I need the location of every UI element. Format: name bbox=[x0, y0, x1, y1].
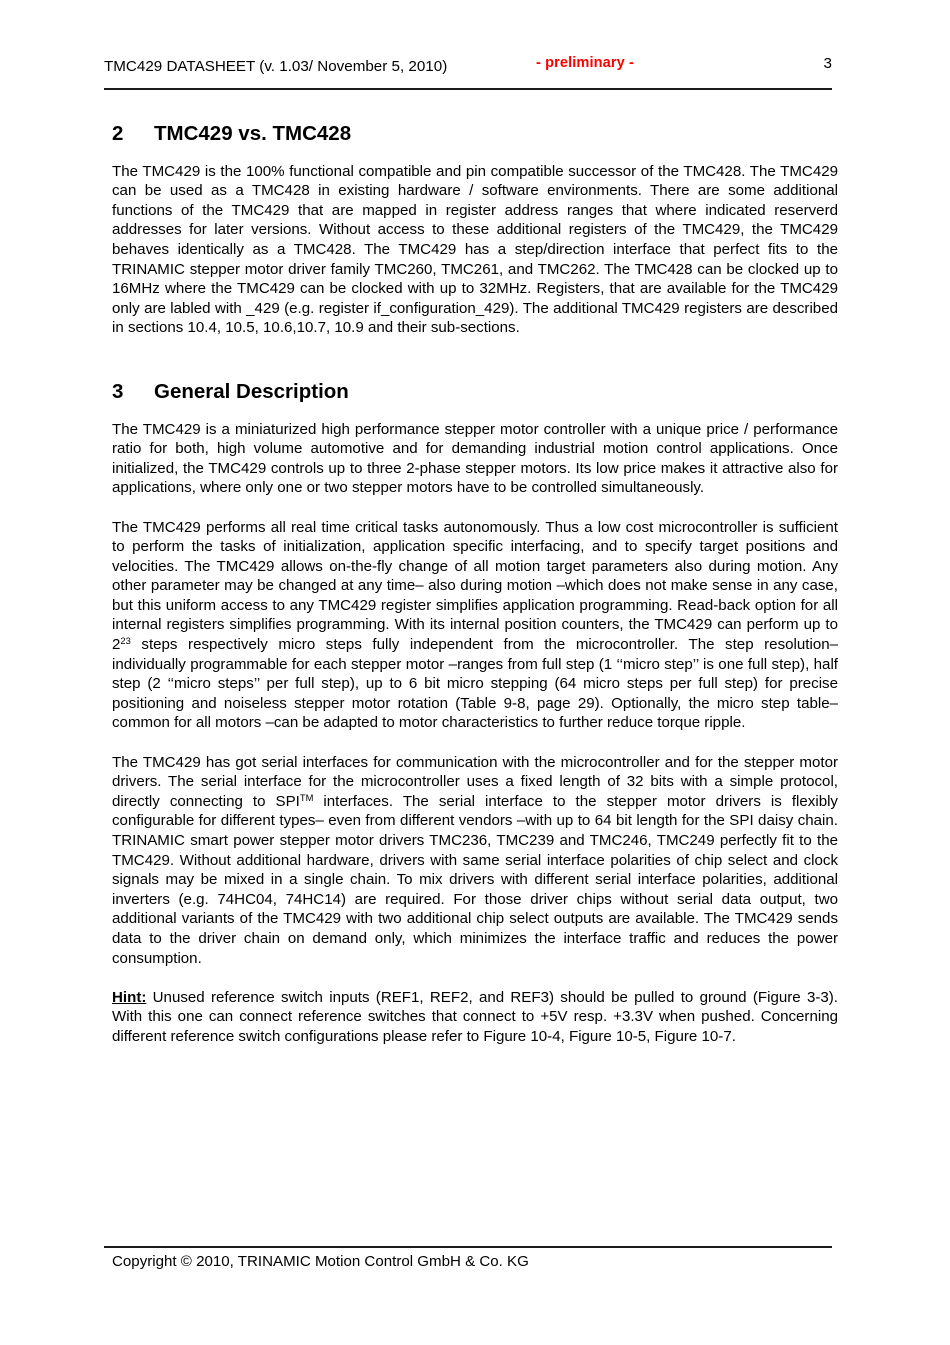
header-status-badge: - preliminary - bbox=[536, 55, 635, 71]
hint-label: Hint: bbox=[112, 988, 147, 1006]
paragraph-3-2 bbox=[112, 518, 838, 734]
hint-text: Unused reference switch inputs (REF1, REF2, and REF3) should be pulled to ground (Figure 3-3). With this one can connect reference switches that connect to +5V resp. +3.3V when pushed. Concerning different reference switch configurations please refer to Figure 10-4, Figure 10-5, Figure 10-7. bbox=[112, 988, 838, 1045]
page-header bbox=[104, 54, 832, 80]
header-divider bbox=[104, 88, 832, 90]
paragraph-2-1: The TMC429 is the 100% functional compatible and pin compatible successor of the TMC428. The TMC429 can be used as a TMC428 in existing hardware / software environments. There are some additional functions of the TMC429 that are mapped in register address ranges that where indicated reserverd addresses for later versions. Without access to these additional registers of the TMC429, the TMC429 behaves identically as a TMC428. The TMC429 has a step/direction interface that perfect fits to the TRINAMIC stepper motor driver family TMC260, TMC261, and TMC262. The TMC428 can be clocked up to 16MHz where the TMC429 can be clocked with up to 32MHz. Registers, that are available for the TMC429 only are labled with _429 (e.g. register if_configuration_429). The additional TMC429 registers are described in sections 10.4, 10.5, 10.6,10.7, 10.9 and their sub-sections. bbox=[112, 162, 838, 337]
section-number-2: 2 bbox=[112, 122, 124, 145]
paragraph-3-3-tail: interfaces. The serial interface to the stepper motor drivers is flexibly configurable for different types– even from different vendors –with up to 64 bit length for the SPI daisy chain. TRINAMIC smart power stepper motor drivers TMC236, TMC239 and TMC246, TMC249 perfectly fit to the TMC429. Without additional hardware, drivers with same serial interface polarities of chip select and clock signals may be mixed in a single chain. To mix drivers with different serial interface polarities, additional inverters (e.g. 74HC04, 74HC14) are required. For those driver chips without serial data output, two additional variants of the TMC429 with two additional chip select outputs are available. The TMC429 sends data to the driver chain on demand only, which minimizes the interface traffic and reduces the power consumption. bbox=[112, 792, 838, 967]
paragraph-3-1: The TMC429 is a miniaturized high performance stepper motor controller with a unique price / performance ratio for both, high volume automotive and for demanding industrial motion control applications. Once initialized, the TMC429 controls up to three 2-phase stepper motors. Its low price makes it attractive also for applications, where only one or two stepper motors have to be controlled simultaneously. bbox=[112, 420, 838, 497]
spacer bbox=[112, 147, 838, 162]
footer-copyright: Copyright © 2010, TRINAMIC Motion Control GmbH & Co. KG bbox=[112, 1253, 529, 1270]
exponent-23: 23 bbox=[120, 636, 131, 647]
spacer bbox=[112, 405, 838, 420]
header-page-number: 3 bbox=[823, 55, 832, 72]
section-number-3: 3 bbox=[112, 379, 124, 403]
paragraph-3-3-head: The TMC429 has got serial interfaces for communication with the microcontroller and for the stepper motor drivers. The serial interface for the microcontroller uses a fixed length of 32 bits with a simple protocol, directly connecting to SPI bbox=[112, 753, 838, 810]
paragraph-3-2-head: The TMC429 performs all real time critical tasks autonomously. Thus a low cost microcontroller is sufficient to perform the tasks of initialization, application specific interfacing, and to specify target positions and velocities. The TMC429 allows on-the-fly change of all motion target parameters also during motion. Any other parameter may be changed at any time– also during motion –which does not make sense in any case, but this uniform access to any TMC429 register simplifies application programming. Read-back option for all internal registers simplifies programming. With its internal position counters, the TMC429 can perform up to 2 bbox=[112, 518, 838, 654]
trademark-superscript: TM bbox=[299, 792, 314, 803]
paragraph-3-2-tail: steps respectively micro steps fully independent from the microcontroller. The step resolution– individually programmable for each stepper motor –ranges from full step (1 ‘‘micro step’’ is one full step), half step (2 ‘‘micro steps’’ per full step), up to 6 bit micro stepping (64 micro steps per full step) for precise positioning and noiseless stepper motor rotation (Table 9-8, page 29). Optionally, the micro step table– common for all motors –can be adapted to motor characteristics to further reduce torque ripple. bbox=[112, 636, 838, 732]
footer-divider bbox=[104, 1246, 832, 1248]
section-title-2: TMC429 vs. TMC428 bbox=[154, 122, 352, 145]
header-document-title: TMC429 DATASHEET (v. 1.03/ November 5, 2010) bbox=[104, 58, 448, 76]
spacer bbox=[112, 338, 838, 380]
section-heading-3 bbox=[112, 380, 838, 405]
section-heading-2 bbox=[112, 122, 838, 147]
document-content bbox=[112, 122, 838, 1047]
section-title-3: General Description bbox=[154, 379, 349, 403]
paragraph-3-3 bbox=[112, 753, 838, 969]
paragraph-hint bbox=[112, 988, 838, 1047]
